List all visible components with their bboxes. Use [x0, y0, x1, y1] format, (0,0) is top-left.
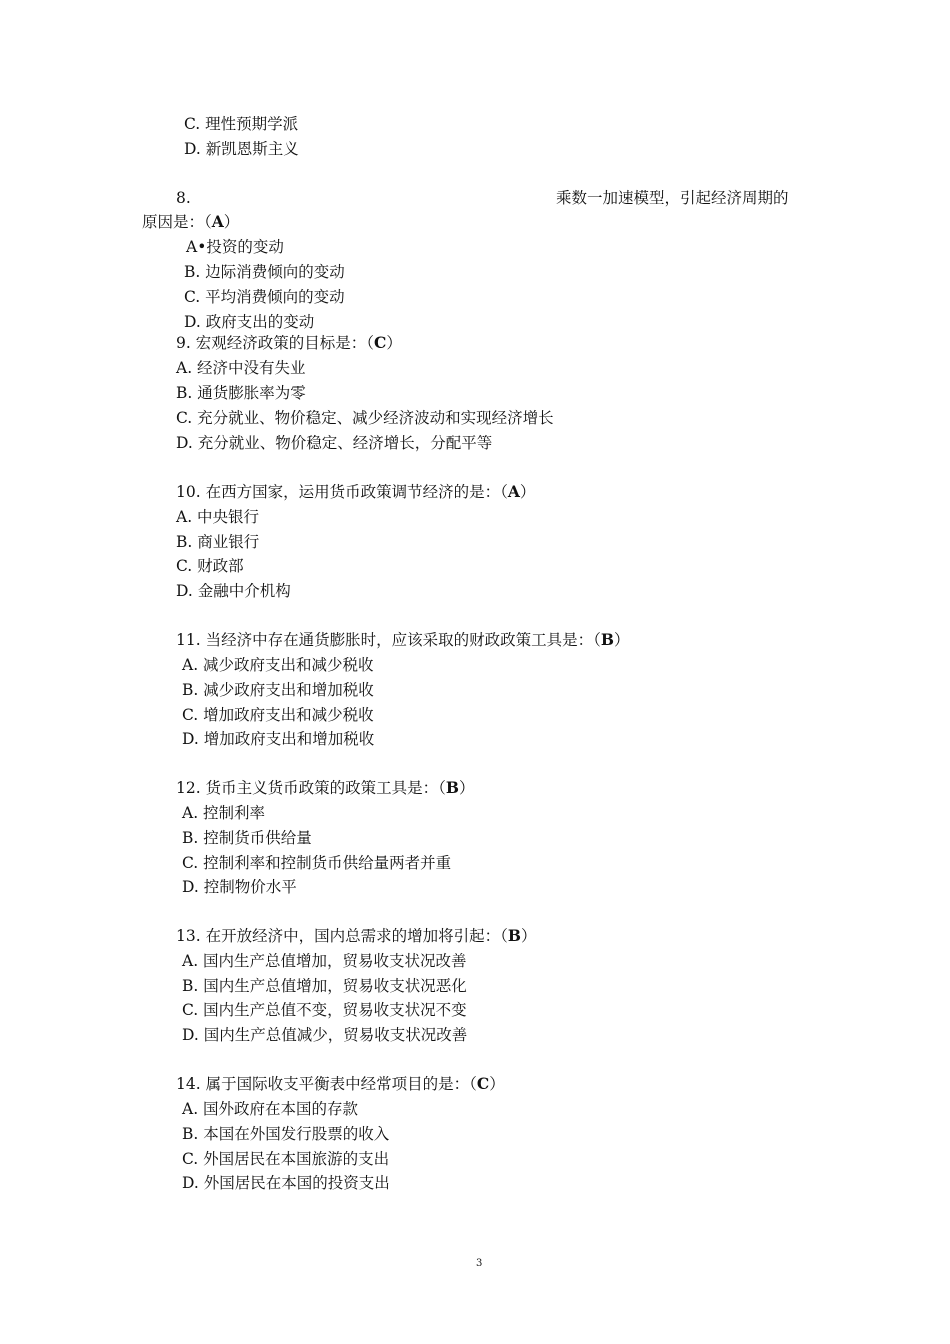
q11-option-b: B. 减少政府支出和增加税收 [182, 681, 374, 699]
q10-option-a: A. 中央银行 [176, 508, 260, 526]
q11-option-c: C. 增加政府支出和减少税收 [182, 706, 374, 724]
q8-option-d: D. 政府支出的变动 [184, 313, 315, 331]
q8-answer: A [211, 212, 224, 231]
q8-stem-part1: 乘数一加速模型，引起经济周期的 [556, 189, 789, 207]
q9-option-b: B. 通货膨胀率为零 [176, 384, 306, 402]
q13-answer: B [507, 926, 521, 945]
q12-answer: B [445, 778, 459, 797]
q9-option-c: C. 充分就业、物价稳定、减少经济波动和实现经济增长 [176, 409, 554, 427]
page-number: 3 [476, 1258, 483, 1269]
q10-option-c: C. 财政部 [176, 557, 244, 575]
q14-option-b: B. 本国在外国发行股票的收入 [182, 1125, 390, 1143]
q8-option-b: B. 边际消费倾向的变动 [184, 263, 345, 281]
q9-answer: C [373, 333, 387, 352]
q10-stem: 10. 在西方国家，运用货币政策调节经济的是：（A） [176, 482, 536, 501]
q12-option-a: A. 控制利率 [182, 804, 266, 822]
q13-option-c: C. 国内生产总值不变，贸易收支状况不变 [182, 1001, 467, 1019]
q9-stem: 9. 宏观经济政策的目标是：（C） [176, 333, 402, 352]
q8-number: 8. [176, 189, 191, 207]
q13-stem: 13. 在开放经济中，国内总需求的增加将引起：（B） [176, 926, 537, 945]
q9-option-a: A. 经济中没有失业 [176, 359, 306, 377]
q11-option-d: D. 增加政府支出和增加税收 [182, 730, 375, 748]
q9-option-d: D. 充分就业、物价稳定、经济增长，分配平等 [176, 434, 493, 452]
q14-option-c: C. 外国居民在本国旅游的支出 [182, 1150, 390, 1168]
q12-stem: 12. 货币主义货币政策的政策工具是：（B） [176, 778, 475, 797]
q13-option-d: D. 国内生产总值减少，贸易收支状况改善 [182, 1026, 468, 1044]
q14-answer: C [476, 1074, 490, 1093]
q8-option-a: A•投资的变动 [186, 238, 284, 256]
q11-option-a: A. 减少政府支出和减少税收 [182, 656, 374, 674]
q8-stem-part2: 原因是：（A） [142, 212, 240, 231]
q10-option-b: B. 商业银行 [176, 533, 260, 551]
q13-option-a: A. 国内生产总值增加，贸易收支状况改善 [182, 952, 467, 970]
q10-answer: A [507, 482, 520, 501]
q12-option-c: C. 控制利率和控制货币供给量两者并重 [182, 854, 452, 872]
q14-option-a: A. 国外政府在本国的存款 [182, 1100, 359, 1118]
q14-option-d: D. 外国居民在本国的投资支出 [182, 1174, 390, 1192]
q7-option-d: D. 新凯恩斯主义 [184, 140, 299, 158]
q11-stem: 11. 当经济中存在通货膨胀时，应该采取的财政政策工具是：（B） [176, 630, 630, 649]
q14-stem: 14. 属于国际收支平衡表中经常项目的是：（C） [176, 1074, 505, 1093]
q12-option-b: B. 控制货币供给量 [182, 829, 312, 847]
q10-option-d: D. 金融中介机构 [176, 582, 291, 600]
q8-option-c: C. 平均消费倾向的变动 [184, 288, 345, 306]
q13-option-b: B. 国内生产总值增加，贸易收支状况恶化 [182, 977, 467, 995]
q12-option-d: D. 控制物价水平 [182, 878, 297, 896]
q11-answer: B [600, 630, 614, 649]
q7-option-c: C. 理性预期学派 [184, 115, 299, 133]
